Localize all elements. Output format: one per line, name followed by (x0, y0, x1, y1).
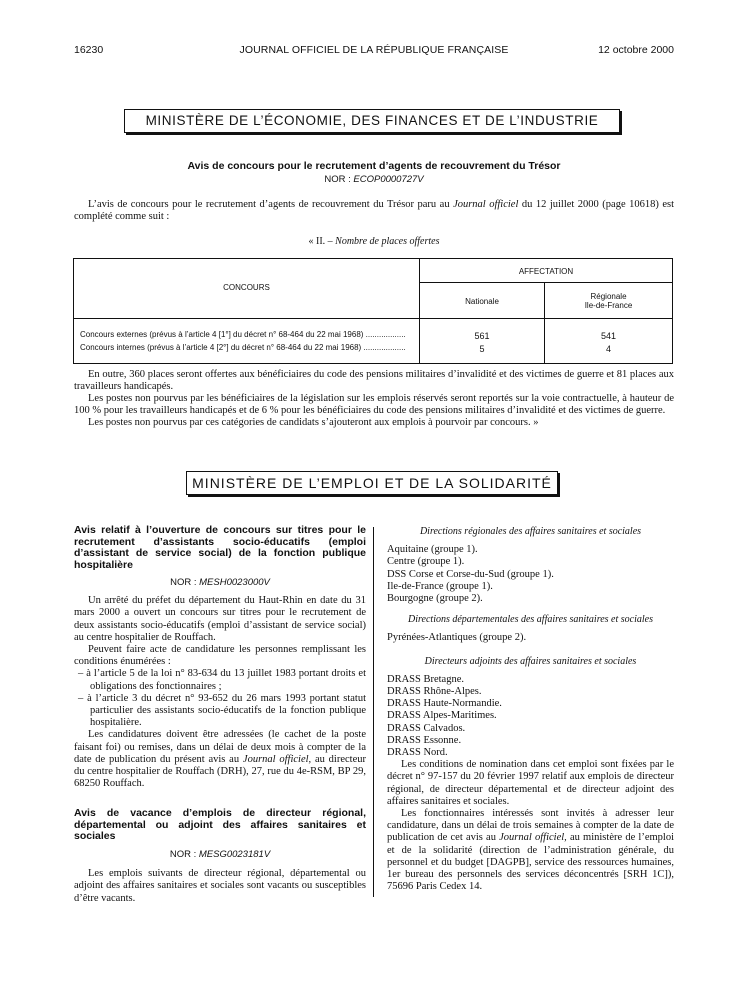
list-item: DRASS Bretagne. (387, 673, 464, 685)
avis2-title: Avis de vacance d’emplois de directeur régional, départemental ou adjoint des affaires sanitaires et sociales (74, 807, 366, 843)
ministry-banner-economie: MINISTÈRE DE L’ÉCONOMIE, DES FINANCES ET DE L’INDUSTRIE (124, 109, 620, 133)
list-adjoints (387, 674, 674, 759)
list-item: Bourgogne (groupe 2). (387, 593, 483, 605)
list-item: DSS Corse et Corse-du-Sud (groupe 1). (387, 568, 554, 580)
avis2-nor: NOR : MESG0023181V (169, 848, 271, 860)
row-externes-nationale: 561 (474, 331, 490, 341)
avis1-p2: Peuvent faire acte de candidature les personnes remplissant les conditions énumérées : (74, 644, 366, 668)
row-externes-label: Concours externes (prévus à l’article 4 [1°] du décret n° 68-464 du 22 mai 1968) .................. (80, 330, 406, 339)
list-item: DRASS Rhône-Alpes. (387, 686, 482, 698)
nor-reference: NOR : ECOP0000727V (324, 174, 424, 185)
list-item: Aquitaine (groupe 1). (387, 544, 478, 556)
page-number: 16230 (74, 44, 104, 56)
column-divider (373, 527, 374, 897)
list-regionales (387, 544, 674, 605)
ministry-banner-emploi: MINISTÈRE DE L’EMPLOI ET DE LA SOLIDARITÉ (186, 471, 558, 495)
avis1-list-item: – à l’article 3 du décret n° 93-652 du 26 mars 1993 portant statut particulier des assistants socio-éducatifs de la fonction publique hospitalière. (78, 692, 366, 729)
row-internes-regionale: 4 (605, 344, 611, 354)
avis2-p1: Les emplois suivants de directeur régional, départemental ou adjoint des affaires sanitaires et sociales sont vacants ou susceptibles d’être vacants. (74, 868, 366, 904)
row-internes-nationale: 5 (479, 344, 485, 354)
places-table (73, 258, 673, 364)
avis1-list-item: – à l’article 5 de la loi n° 83-634 du 13 juillet 1983 portant droits et obligations des fonctionnaires ; (78, 668, 366, 692)
intro-paragraph: L’avis de concours pour le recrutement d’agents de recouvrement du Trésor paru au Journal officiel du 12 juillet 2000 (page 10618) est complété comme suit : (74, 199, 674, 222)
paragraph: Les postes non pourvus par les bénéficiaires de la législation sur les emplois réservés seront reportés sur la voie contractuelle, à hauteur de 100 % pour les travailleurs handicapés et de 6 % pour les bénéficiaires du code des pensions militaires d’invalidité et des victimes de guerre. (74, 393, 674, 416)
list-departementales (387, 632, 674, 644)
issue-date: 12 octobre 2000 (598, 44, 674, 56)
section1-closing (74, 369, 674, 429)
avis1-p3: Les candidatures doivent être adressées (le cachet de la poste faisant foi) ou remises, dans un délai de deux mois à compter de la date de publication du présent avis au Journal officiel, au directeur du centre hospitalier de Rouffach (DRH), 27, rue du 4e-RSM, BP 29, 68250 Rouffach. (74, 729, 366, 790)
header-nationale: Nationale (465, 297, 499, 306)
list-item: DRASS Nord. (387, 747, 448, 759)
paragraph: Les postes non pourvus par ces catégories de candidats s’ajouteront aux emplois à pourvoir par concours. » (88, 417, 539, 428)
header-concours: CONCOURS (223, 283, 270, 292)
subheading-adjoints: Directeurs adjoints des affaires sanitaires et sociales (424, 655, 637, 667)
right-p1: Les conditions de nomination dans cet emploi sont fixées par le décret n° 97-157 du 20 février 1997 relatif aux emplois de directeur régional, de directeur départemental et de directeur adjoint des affaires sanitaires et sociales. (387, 759, 674, 807)
avis1-nor: NOR : MESH0023000V (170, 577, 270, 588)
header-affectation: AFFECTATION (518, 267, 574, 276)
list-item: DRASS Alpes-Maritimes. (387, 710, 497, 722)
paragraph: En outre, 360 places seront offertes aux bénéficiaires du code des pensions militaires d’invalidité et des victimes de guerre et 81 places aux travailleurs handicapés. (74, 369, 674, 392)
page-header (74, 44, 674, 60)
list-item: Centre (groupe 1). (387, 556, 465, 568)
avis1-title: Avis relatif à l’ouverture de concours sur titres pour le recrutement d’assistants socio-éducatifs (emploi d’assistant de service social) de la fonction publique hospitalière (74, 524, 366, 571)
right-p2: Les fonctionnaires intéressés sont invités à adresser leur candidature, dans un délai de trois semaines à compter de la date de publication de cet avis au Journal officiel, au ministère de l’emploi et de la solidarité (direction de l’administration générale, du personnel et du budget [DAGPB], service des ressources humaines, 1er bureau des personnels des services déconcentrés [SRH 1C]), 75696 Paris Cedex 14. (387, 808, 674, 893)
header-regionale: Régionale Ile-de-France (584, 292, 633, 310)
table-heading: « II. – Nombre de places offertes (308, 236, 440, 247)
row-externes-regionale: 541 (600, 331, 617, 341)
row-internes-label: Concours internes (prévus à l’article 4 [2°] du décret n° 68-464 du 22 mai 1968) ................... (80, 343, 406, 352)
subheading-departementales: Directions départementales des affaires sanitaires et sociales (408, 614, 653, 626)
list-item: DRASS Haute-Normandie. (387, 698, 502, 710)
list-item: Ile-de-France (groupe 1). (387, 580, 493, 592)
list-item: DRASS Essonne. (387, 734, 462, 746)
notice-title: Avis de concours pour le recrutement d’agents de recouvrement du Trésor (187, 160, 561, 172)
avis1-p1: Un arrêté du préfet du département du Haut-Rhin en date du 31 mars 2000 a ouvert un concours sur titres pour le recrutement de deux assistants socio-éducatifs (emploi d’assistant de service social) au centre hospitalier de Rouffach. (74, 595, 366, 643)
list-item: Pyrénées-Atlantiques (groupe 2). (387, 632, 527, 644)
right-column (387, 526, 674, 893)
list-item: DRASS Calvados. (387, 722, 466, 734)
journal-title: JOURNAL OFFICIEL DE LA RÉPUBLIQUE FRANÇAISE (239, 44, 509, 56)
left-column (74, 525, 366, 905)
subheading-regionales: Directions régionales des affaires sanitaires et sociales (419, 526, 642, 537)
